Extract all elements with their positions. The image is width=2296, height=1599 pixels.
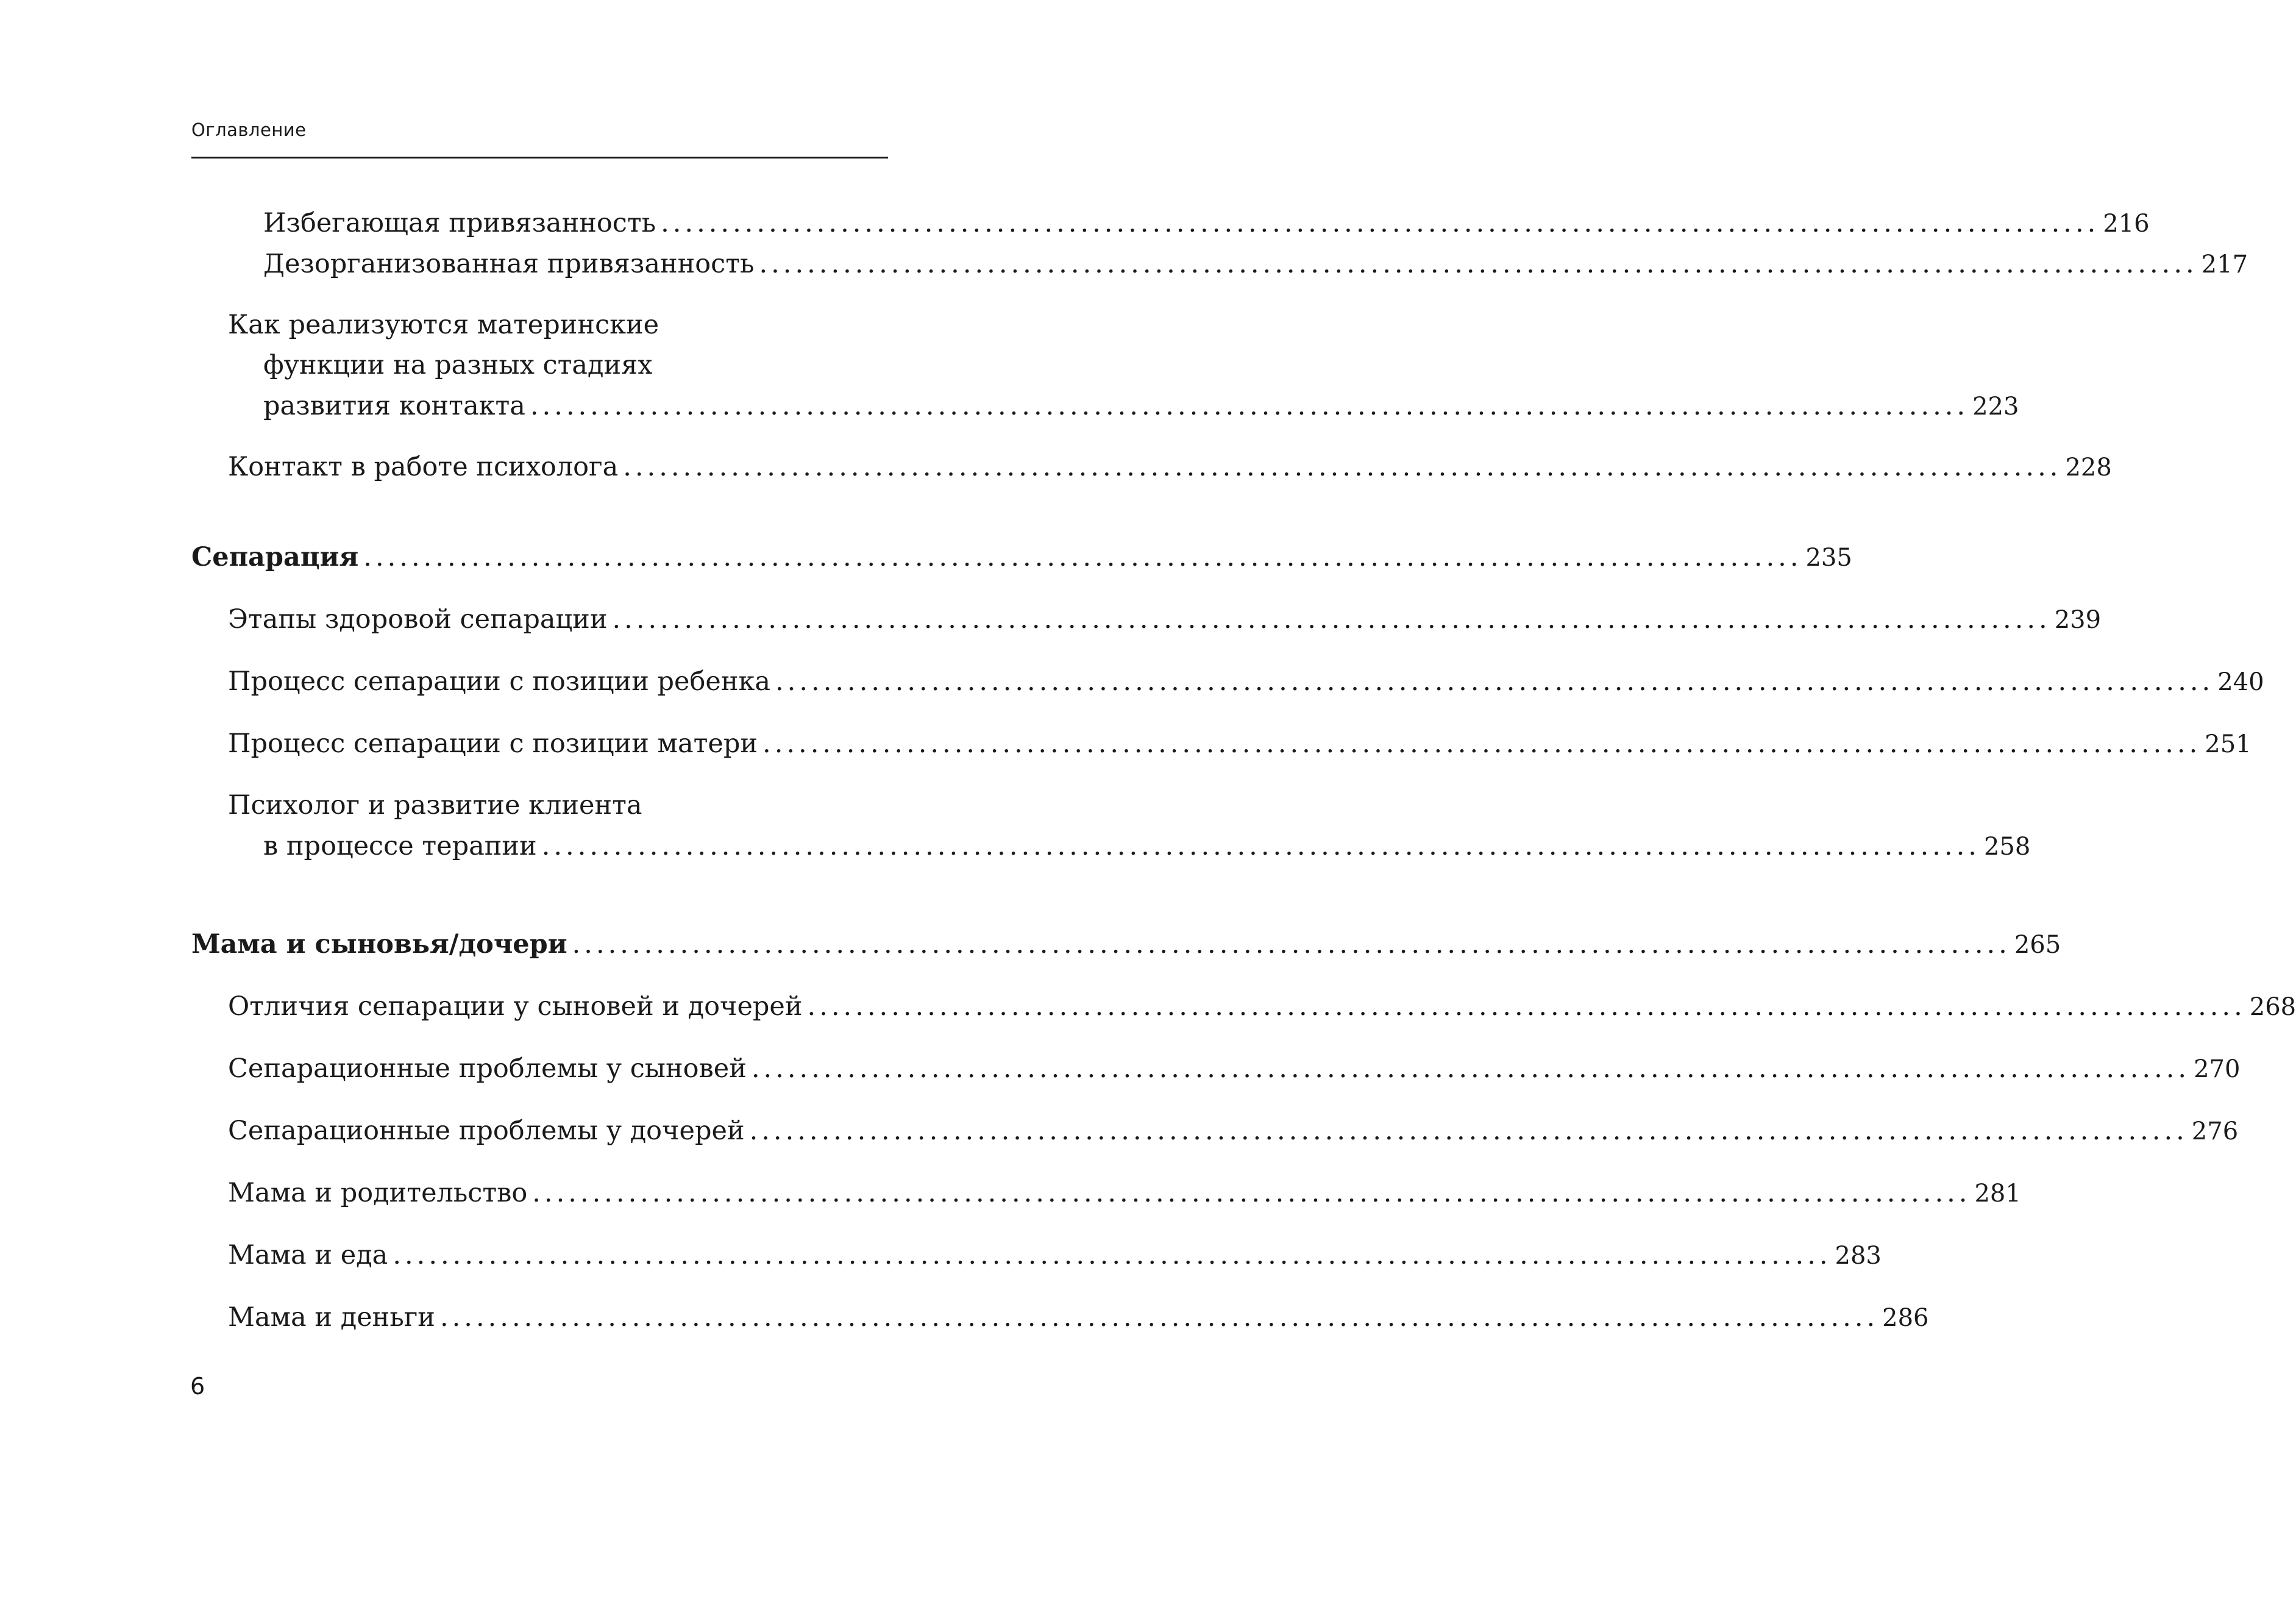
toc-entry[interactable]: [263, 208, 2150, 238]
toc-entry[interactable]: [228, 666, 2264, 697]
toc-entry-page: 228: [2065, 454, 2112, 482]
toc-entry[interactable]: [228, 728, 2252, 759]
toc-entry[interactable]: [228, 452, 2112, 482]
dot-leader: ........................................................................................................................: [612, 604, 2051, 635]
toc-entry-page: 217: [2201, 251, 2248, 279]
toc-chapter-title: Мама и сыновья/дочери: [191, 929, 567, 960]
toc-chapter-page: 265: [2014, 931, 2061, 959]
toc-entry-title: Процесс сепарации с позиции матери: [228, 728, 758, 759]
toc-entry-continuation[interactable]: [263, 391, 2019, 421]
running-head: Оглавление: [191, 119, 307, 140]
toc-entry-title: Психолог и развитие клиента: [228, 790, 642, 821]
toc-chapter-title: Сепарация: [191, 542, 359, 572]
toc-entry-page: 223: [1972, 393, 2019, 421]
dot-leader: ........................................................................................................................: [749, 1116, 2188, 1146]
page-number: 6: [190, 1373, 205, 1400]
dot-leader: ........................................................................................................................: [532, 1178, 1971, 1208]
toc-entry-page: 270: [2194, 1055, 2241, 1083]
toc-entry[interactable]: [228, 1116, 2239, 1146]
toc-entry-title: Сепарационные проблемы у дочерей: [228, 1116, 745, 1146]
toc-entry-title: функции на разных стадиях: [263, 350, 653, 380]
toc-entry-page: 258: [1983, 833, 2031, 861]
toc-entry[interactable]: [228, 312, 888, 338]
toc-entry-page: 251: [2205, 730, 2252, 758]
toc-entry-page: 268: [2249, 993, 2296, 1021]
toc-chapter[interactable]: [191, 929, 2061, 960]
toc-entry-title: Мама и деньги: [228, 1302, 435, 1333]
toc-entry-title: Процесс сепарации с позиции ребенка: [228, 666, 771, 697]
toc-entry[interactable]: [263, 249, 2248, 279]
dot-leader: ........................................................................................................................: [530, 391, 1969, 421]
toc-entry-page: 276: [2191, 1117, 2239, 1145]
toc-chapter-page: 235: [1805, 544, 1852, 572]
toc-entry-page: 286: [1882, 1304, 1929, 1332]
toc-entry[interactable]: [228, 792, 888, 819]
dot-leader: ........................................................................................................................: [572, 929, 2011, 960]
toc-entry-title: Дезорганизованная привязанность: [263, 249, 755, 279]
dot-leader: ........................................................................................................................: [807, 991, 2246, 1022]
toc-entry-continuation: [263, 352, 888, 379]
toc-entry[interactable]: [228, 991, 2296, 1022]
toc-entry-title: Избегающая привязанность: [263, 208, 656, 238]
toc-entry-continuation[interactable]: [263, 831, 2031, 861]
toc-entry-page: 239: [2054, 606, 2102, 634]
toc-entry[interactable]: [228, 604, 2102, 635]
toc-entry-page: 283: [1835, 1242, 1882, 1270]
toc-entry-title: Отличия сепарации у сыновей и дочерей: [228, 991, 803, 1022]
toc-entry-page: 281: [1974, 1180, 2021, 1208]
toc-entry-page: 216: [2103, 210, 2150, 238]
toc-entry-title: развития контакта: [263, 391, 525, 421]
toc-chapter[interactable]: [191, 542, 1852, 572]
dot-leader: ........................................................................................................................: [759, 249, 2198, 279]
toc-entry-title: Мама и еда: [228, 1240, 388, 1270]
dot-leader: ........................................................................................................................: [775, 666, 2214, 697]
toc-entry-title: в процессе терапии: [263, 831, 537, 861]
toc-entry[interactable]: [228, 1178, 2021, 1208]
toc-entry-title: Как реализуются материнские: [228, 310, 659, 340]
toc-entry-page: 240: [2217, 668, 2264, 696]
dot-leader: ........................................................................................................................: [751, 1053, 2191, 1084]
toc-entry-title: Этапы здоровой сепарации: [228, 604, 608, 635]
toc-entry[interactable]: [228, 1302, 1929, 1333]
dot-leader: ........................................................................................................................: [439, 1302, 1879, 1333]
dot-leader: ........................................................................................................................: [363, 542, 1802, 572]
dot-leader: ........................................................................................................................: [661, 208, 2100, 238]
toc-entry-title: Сепарационные проблемы у сыновей: [228, 1053, 747, 1084]
toc-entry-title: Мама и родительство: [228, 1178, 528, 1208]
dot-leader: ........................................................................................................................: [623, 452, 2062, 482]
dot-leader: ........................................................................................................................: [762, 728, 2202, 759]
dot-leader: ........................................................................................................................: [393, 1240, 1832, 1270]
toc-entry-title: Контакт в работе психолога: [228, 452, 619, 482]
dot-leader: ........................................................................................................................: [541, 831, 1980, 861]
toc-entry[interactable]: [228, 1240, 1882, 1270]
toc-entry[interactable]: [228, 1053, 2241, 1084]
